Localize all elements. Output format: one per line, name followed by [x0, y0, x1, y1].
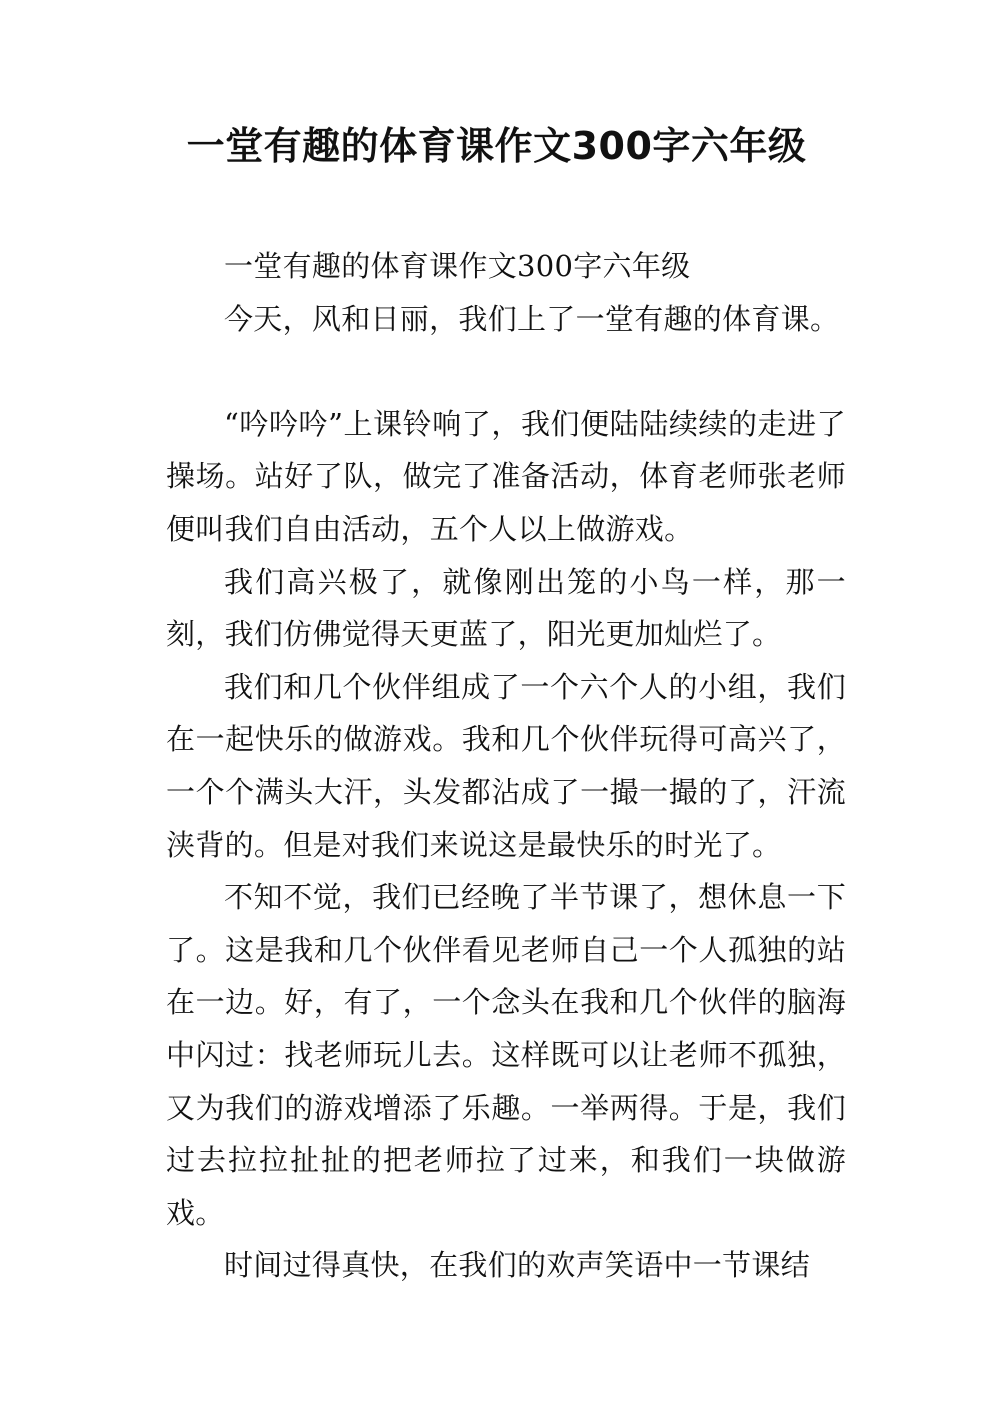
- document-body: [166, 240, 846, 1292]
- document-title: 一堂有趣的体育课作文300字六年级: [186, 124, 807, 168]
- paragraph-subtitle: 一堂有趣的体育课作文300字六年级: [224, 249, 691, 283]
- paragraph-teacher: 不知不觉，我们已经晚了半节课了，想休息一下了。这是我和几个伙伴看见老师自己一个人孤独的站在一边。好，有了，一个念头在我和几个伙伴的脑海中闪过：找老师玩儿去。这样既可以让老师不孤独，又为我们的游戏增添了乐趣。一举两得。于是，我们过去拉拉扯扯的把老师拉了过来，和我们一块做游戏。: [166, 880, 846, 1230]
- paragraph-group: 我们和几个伙伴组成了一个六个人的小组，我们在一起快乐的做游戏。我和几个伙伴玩得可高兴了，一个个满头大汗，头发都沾成了一撮一撮的了，汗流浃背的。但是对我们来说这是最快乐的时光了。: [166, 669, 846, 862]
- paragraph-bell: “吟吟吟”上课铃响了，我们便陆陆续续的走进了操场。站好了队，做完了准备活动，体育老师张老师便叫我们自由活动，五个人以上做游戏。: [166, 406, 846, 546]
- paragraph-ending: 时间过得真快，在我们的欢声笑语中一节课结: [224, 1248, 811, 1283]
- paragraph-intro: 今天，风和日丽，我们上了一堂有趣的体育课。: [224, 301, 840, 336]
- paragraph-happy: 我们高兴极了，就像刚出笼的小鸟一样，那一刻，我们仿佛觉得天更蓝了，阳光更加灿烂了。: [166, 564, 846, 652]
